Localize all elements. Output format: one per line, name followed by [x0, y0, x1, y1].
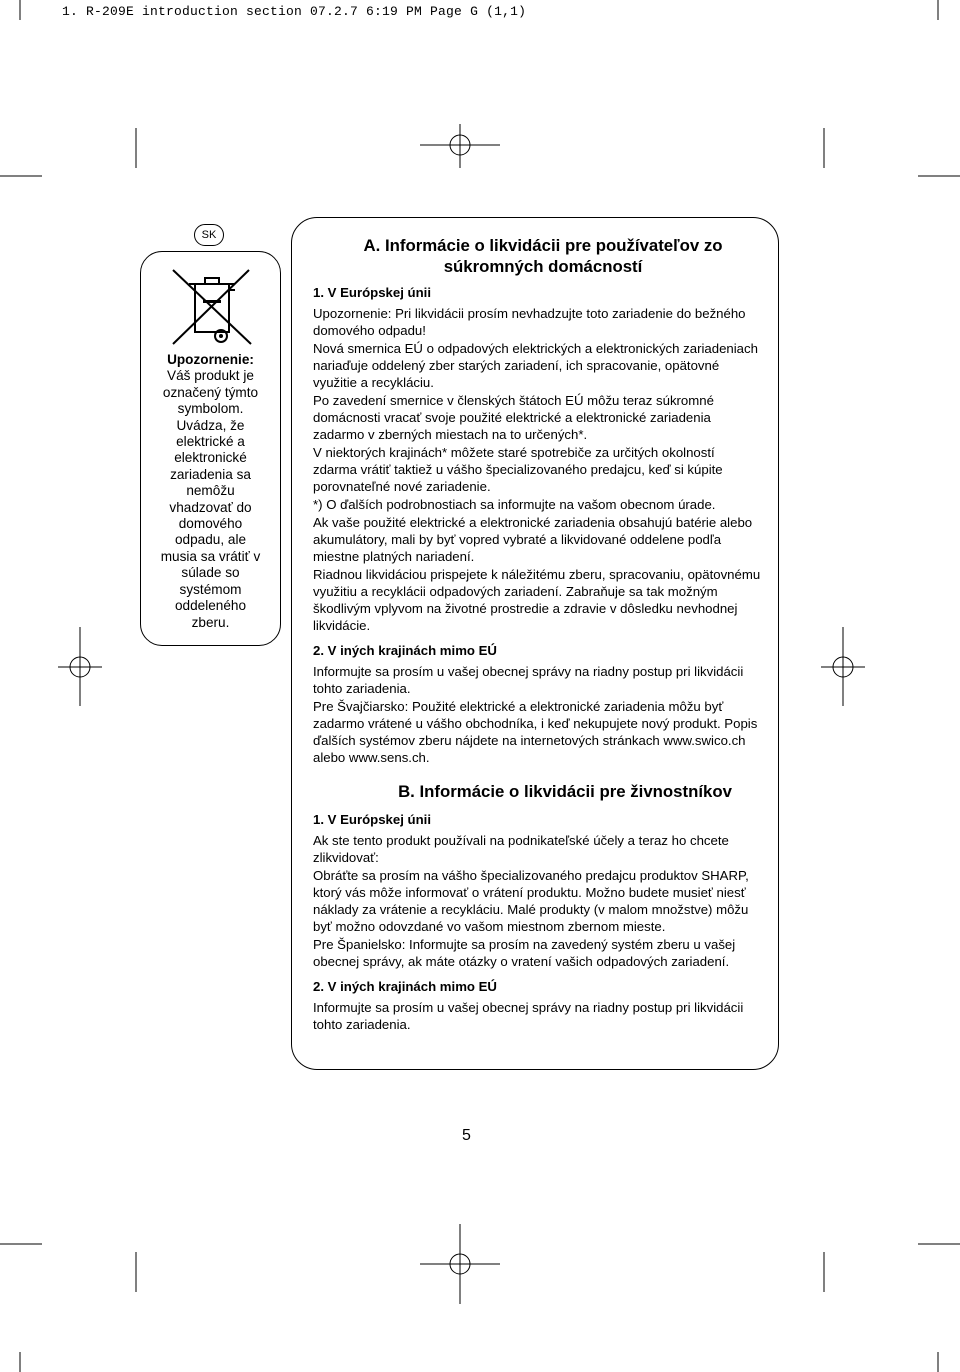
- section-a-title: A. Informácie o likvidácii pre používateľov zo súkromných domácností: [363, 236, 723, 276]
- language-badge: SK: [194, 224, 224, 246]
- print-slug: 1. R-209E introduction section 07.2.7 6:19 PM Page G (1,1): [62, 4, 527, 19]
- notice-heading: Upozornenie:: [167, 352, 254, 367]
- weee-notice-box: [140, 251, 281, 646]
- paragraph: Po zavedení smernice v členských štátoch EÚ môžu teraz súkromné domácnosti vracať svoje použité elektrické a elektronické zariadenia zadarmo v zberných miestach na to určených*.: [313, 393, 714, 442]
- paragraph: *) O ďalších podrobnostiach sa informujte na vašom obecnom úrade.: [313, 497, 716, 512]
- paragraph: V niektorých krajinách* môžete staré spotrebiče za určitých okolností zdarma vrátiť taktiež u vášho špecializovaného predajcu, keď si kúpite porovnateľné nové zariadenie.: [313, 445, 723, 494]
- section-a-other-heading: 2. V iných krajinách mimo EÚ: [313, 643, 497, 658]
- paragraph: Upozornenie: Pri likvidácii prosím nevhadzujte toto zariadenie do bežného domového odpadu!: [313, 306, 746, 338]
- disposal-info-box: [291, 217, 779, 1070]
- paragraph: Ak ste tento produkt používali na podnikateľské účely a teraz ho chcete zlikvidovať:: [313, 833, 729, 865]
- registration-mark-icon: [420, 1224, 500, 1304]
- crossed-out-wheelie-bin-icon: [165, 266, 257, 350]
- section-b-other-heading: 2. V iných krajinách mimo EÚ: [313, 979, 497, 994]
- paragraph: Pre Španielsko: Informujte sa prosím na zavedený systém zberu u vašej obecnej správy, ak máte otázky o vratení vašich odpadových zariadení.: [313, 937, 736, 969]
- paragraph: Obráťte sa prosím na vášho špecializovaného predajcu produktov SHARP, ktorý vás môže informovať o vrátení produktu. Možno budete musieť niesť náklady za vrátenie a recykláciu. Malé produkty (v malom množstve) môžu byť možno odovzdané vo vašom miestnom zbernom mieste.: [313, 868, 749, 934]
- section-b-title: B. Informácie o likvidácii pre živnostníkov: [398, 782, 732, 801]
- registration-mark-icon: [821, 627, 865, 706]
- section-b-content: [313, 811, 762, 1034]
- paragraph: Ak vaše použité elektrické a elektronické zariadenia obsahujú batérie alebo akumulátory, mali by byť vopred vybraté a likvidované oddelene podľa miestne platných nariadení.: [313, 515, 753, 564]
- paragraph: Informujte sa prosím u vašej obecnej správy na riadny postup pri likvidácii tohto zariadenia.: [313, 664, 744, 696]
- section-a-content: [313, 284, 762, 767]
- registration-mark-icon: [420, 124, 500, 168]
- paragraph: Nová smernica EÚ o odpadových elektrických a elektronických zariadeniach nariaďuje oddelený zber starých zariadení, ich spracovanie, opätovné využitie a recykláciu.: [313, 341, 758, 390]
- page-number: 5: [462, 1127, 471, 1144]
- notice-body: Váš produkt je označený týmto symbolom. Uvádza, že elektrické a elektronické zariadenia sa nemôžu vhadzovať do domového odpadu, ale musia sa vrátiť v súlade so systémom oddeleného zberu.: [160, 368, 261, 630]
- section-a-eu-heading: 1. V Európskej únii: [313, 285, 431, 300]
- section-b-eu-heading: 1. V Európskej únii: [313, 812, 431, 827]
- registration-mark-icon: [58, 627, 102, 706]
- paragraph: Riadnou likvidáciou prispejete k náležitému zberu, spracovaniu, opätovnému využitiu a recyklácii odpadových zariadení. Zabraňuje sa tak možným škodlivým vplyvom na životné prostredie a zdravie v dôsledku nevhodnej likvidácie.: [313, 567, 761, 633]
- paragraph: Pre Švajčiarsko: Použité elektrické a elektronické zariadenia môžu byť zadarmo vrátené u vášho obchodníka, i keď nekupujete nový produkt. Popis ďalších systémov zberu nájdete na internetových stránkach www.swico.ch alebo www.sens.ch.: [313, 699, 758, 765]
- paragraph: Informujte sa prosím u vašej obecnej správy na riadny postup pri likvidácii tohto zariadenia.: [313, 1000, 744, 1032]
